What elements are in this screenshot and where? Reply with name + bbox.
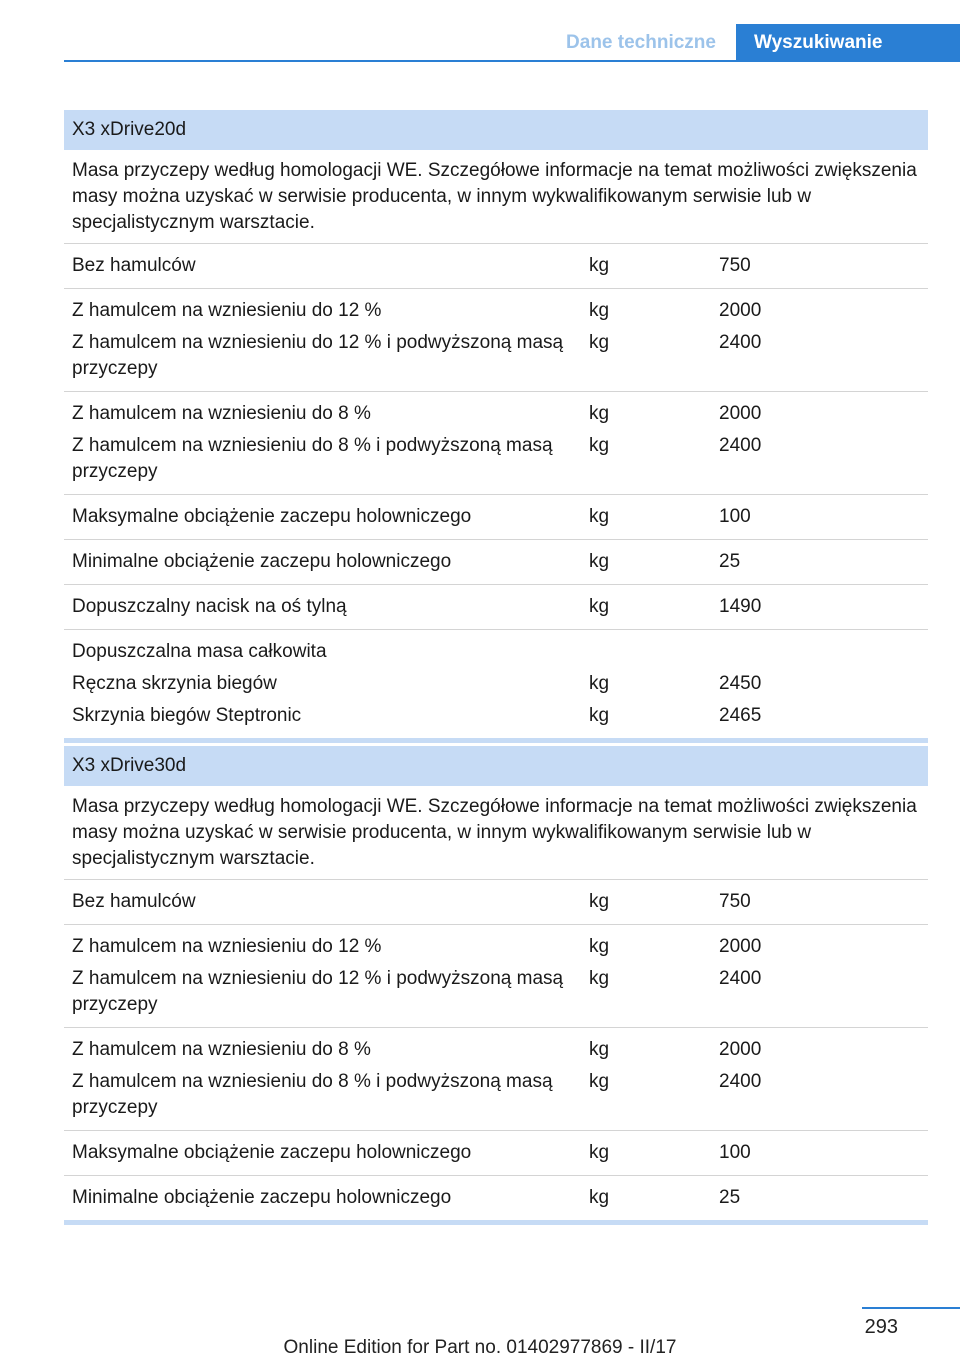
row-group — [64, 289, 928, 392]
row-unit: kg — [589, 1187, 610, 1208]
row-group — [64, 630, 928, 738]
table-end-rule — [64, 1220, 928, 1225]
row-label: Minimalne obciążenie zaczepu holowniczego — [72, 1187, 452, 1208]
table-row — [64, 591, 928, 623]
table-row — [64, 1066, 928, 1124]
row-value: 100 — [719, 506, 751, 527]
row-unit: kg — [589, 891, 610, 912]
row-value: 2000 — [719, 1039, 762, 1060]
table-row — [64, 668, 928, 700]
row-value — [711, 639, 928, 665]
row-unit: kg — [589, 255, 610, 276]
row-value: 750 — [719, 255, 751, 276]
table-row — [64, 700, 928, 732]
row-value: 2400 — [719, 332, 762, 353]
row-label: Ręczna skrzynia biegów — [72, 673, 277, 694]
row-label: Z hamulcem na wzniesieniu do 8 % i podwyższoną masą przyczepy — [72, 1071, 553, 1118]
row-value: 100 — [719, 1142, 751, 1163]
tab-wyszukiwanie[interactable]: Wyszukiwanie — [736, 24, 960, 62]
table-row — [64, 931, 928, 963]
row-unit: kg — [589, 673, 610, 694]
row-value: 2400 — [719, 435, 762, 456]
row-value: 1490 — [719, 596, 762, 617]
row-value: 2450 — [719, 673, 762, 694]
row-group — [64, 1131, 928, 1176]
table-row — [64, 636, 928, 668]
row-value: 2465 — [719, 705, 762, 726]
row-label: Maksymalne obciążenie zaczepu holowniczego — [72, 506, 472, 527]
table-note: Masa przyczepy według homologacji WE. Szczegółowe informacje na temat możliwości zwiększenia masy można uzyskać w serwisie producenta, w innym wykwalifikowanym serwisie lub w specjalistycznym warsztacie. — [64, 150, 928, 244]
row-value: 750 — [719, 891, 751, 912]
row-unit: kg — [589, 403, 610, 424]
footer-rule — [862, 1307, 960, 1309]
table-row — [64, 546, 928, 578]
row-label: Bez hamulców — [72, 891, 196, 912]
row-group — [64, 392, 928, 495]
row-group — [64, 585, 928, 630]
row-value: 2000 — [719, 936, 762, 957]
row-label: Z hamulcem na wzniesieniu do 8 % — [72, 1039, 371, 1060]
table-row — [64, 398, 928, 430]
table-row — [64, 327, 928, 385]
table-row — [64, 963, 928, 1021]
row-value: 2000 — [719, 300, 762, 321]
row-unit: kg — [589, 1039, 610, 1060]
row-label: Z hamulcem na wzniesieniu do 12 % — [72, 936, 382, 957]
row-value: 2000 — [719, 403, 762, 424]
table-row — [64, 1137, 928, 1169]
row-group — [64, 925, 928, 1028]
row-group — [64, 495, 928, 540]
spec-table-xdrive20d — [64, 110, 928, 743]
row-unit: kg — [589, 435, 610, 456]
table-row — [64, 1182, 928, 1214]
row-label: Bez hamulców — [72, 255, 196, 276]
table-row — [64, 886, 928, 918]
row-unit: kg — [589, 936, 610, 957]
row-label: Z hamulcem na wzniesieniu do 8 % i podwyższoną masą przyczepy — [72, 435, 553, 482]
row-label: Z hamulcem na wzniesieniu do 12 % i podwyższoną masą przyczepy — [72, 968, 564, 1015]
row-value: 2400 — [719, 968, 762, 989]
row-label: Z hamulcem na wzniesieniu do 12 % — [72, 300, 382, 321]
page-number: 293 — [864, 1316, 898, 1338]
row-unit: kg — [589, 705, 610, 726]
edition-footer: Online Edition for Part no. 01402977869 - II/17 — [283, 1337, 677, 1358]
table-end-rule — [64, 738, 928, 743]
row-group — [64, 1028, 928, 1131]
row-value: 25 — [719, 551, 741, 572]
row-label: Minimalne obciążenie zaczepu holowniczego — [72, 551, 452, 572]
table-body — [64, 244, 928, 738]
table-row — [64, 250, 928, 282]
row-unit: kg — [589, 1071, 610, 1092]
row-group — [64, 880, 928, 925]
row-label: Z hamulcem na wzniesieniu do 12 % i podwyższoną masą przyczepy — [72, 332, 564, 379]
table-row — [64, 295, 928, 327]
row-value: 2400 — [719, 1071, 762, 1092]
row-group — [64, 244, 928, 289]
row-value: 25 — [719, 1187, 741, 1208]
row-unit: kg — [589, 506, 610, 527]
table-row — [64, 1034, 928, 1066]
row-label: Z hamulcem na wzniesieniu do 8 % — [72, 403, 371, 424]
row-unit — [581, 639, 711, 665]
row-label: Maksymalne obciążenie zaczepu holowniczego — [72, 1142, 472, 1163]
row-label: Dopuszczalna masa całkowita — [72, 641, 327, 662]
table-note: Masa przyczepy według homologacji WE. Szczegółowe informacje na temat możliwości zwiększenia masy można uzyskać w serwisie producenta, w innym wykwalifikowanym serwisie lub w specjalistycznym warsztacie. — [64, 786, 928, 880]
row-group — [64, 1176, 928, 1220]
table-title: X3 xDrive20d — [64, 110, 928, 150]
table-row — [64, 430, 928, 488]
row-unit: kg — [589, 596, 610, 617]
row-unit: kg — [589, 332, 610, 353]
table-title: X3 xDrive30d — [64, 746, 928, 786]
spec-table-xdrive30d — [64, 746, 928, 1225]
row-unit: kg — [589, 551, 610, 572]
header-rule — [64, 60, 960, 62]
table-row — [64, 501, 928, 533]
row-group — [64, 540, 928, 585]
row-label: Dopuszczalny nacisk na oś tylną — [72, 596, 347, 617]
row-unit: kg — [589, 1142, 610, 1163]
tab-dane-techniczne[interactable]: Dane techniczne — [566, 31, 716, 53]
row-unit: kg — [589, 300, 610, 321]
row-unit: kg — [589, 968, 610, 989]
table-body — [64, 880, 928, 1220]
row-label: Skrzynia biegów Steptronic — [72, 705, 302, 726]
